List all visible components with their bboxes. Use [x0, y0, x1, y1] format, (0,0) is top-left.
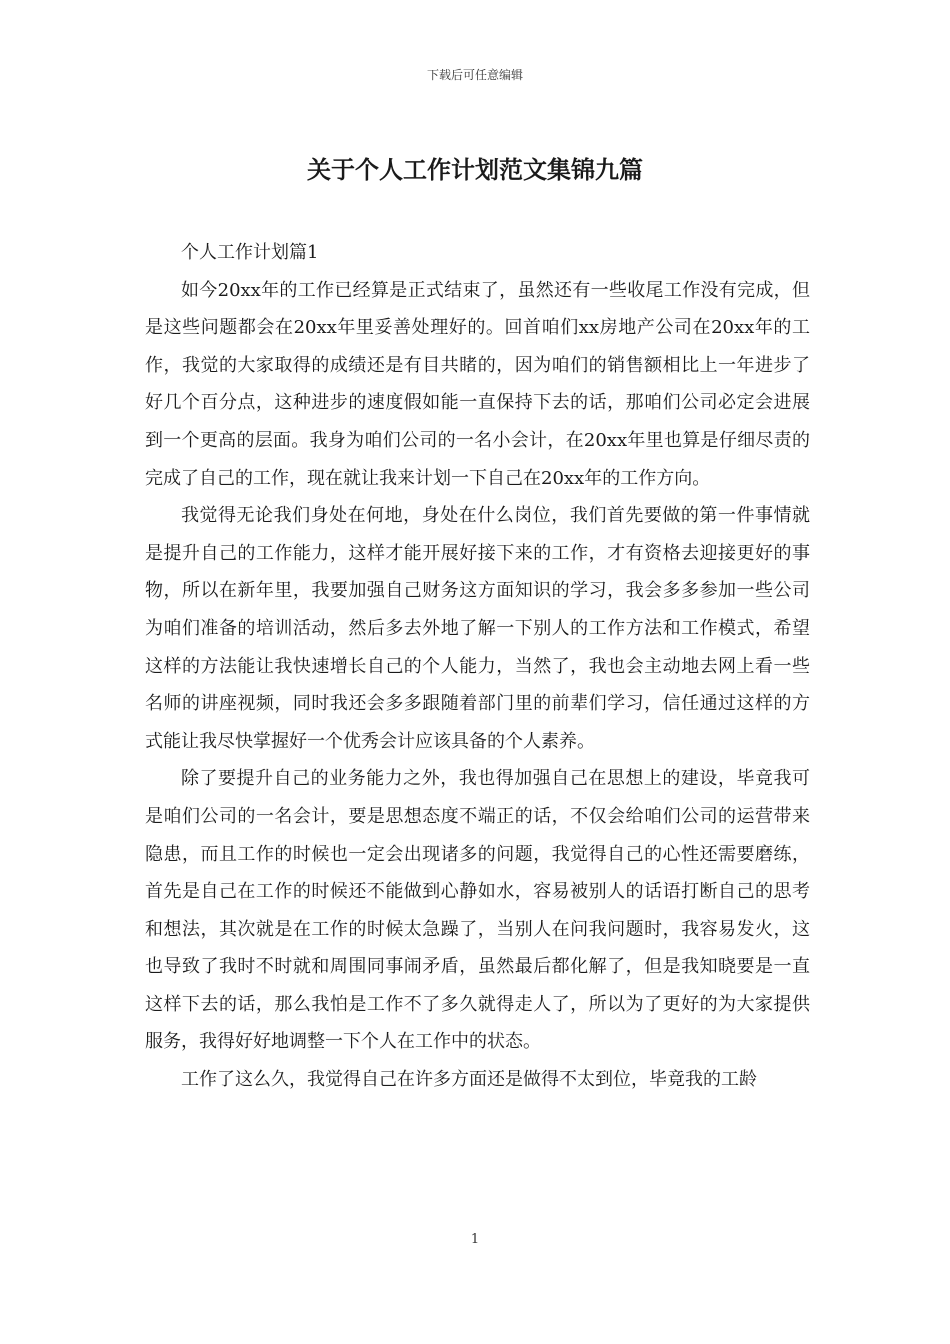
paragraph: 如今20xx年的工作已经算是正式结束了，虽然还有一些收尾工作没有完成，但是这些问题都会在20xx年里妥善处理好的。回首咱们xx房地产公司在20xx年的工作，我觉的大家取得的成绩还是有目共睹的，因为咱们的销售额相比上一年进步了好几个百分点，这种进步的速度假如能一直保持下去的话，那咱们公司必定会进展到一个更高的层面。我身为咱们公司的一名小会计，在20xx年里也算是仔细尽责的完成了自己的工作，现在就让我来计划一下自己在20xx年的工作方向。	[145, 279, 810, 489]
paragraph: 我觉得无论我们身处在何地，身处在什么岗位，我们首先要做的第一件事情就是提升自己的工作能力，这样才能开展好接下来的工作，才有资格去迎接更好的事物，所以在新年里，我要加强自己财务这方面知识的学习，我会多多参加一些公司为咱们准备的培训活动，然后多去外地了解一下别人的工作方法和工作模式，希望这样的方法能让我快速增长自己的个人能力，当然了，我也会主动地去网上看一些名师的讲座视频，同时我还会多多跟随着部门里的前辈们学习，信任通过这样的方式能让我尽快掌握好一个优秀会计应该具备的个人素养。	[145, 505, 810, 752]
document-body	[145, 234, 810, 1099]
section-heading: 个人工作计划篇1	[181, 242, 319, 263]
page-number: 1	[470, 1232, 480, 1247]
paragraph: 除了要提升自己的业务能力之外，我也得加强自己在思想上的建设，毕竟我可是咱们公司的一名会计，要是思想态度不端正的话，不仅会给咱们公司的运营带来隐患，而且工作的时候也一定会出现诸多的问题，我觉得自己的心性还需要磨练，首先是自己在工作的时候还不能做到心静如水，容易被别人的话语打断自己的思考和想法，其次就是在工作的时候太急躁了，当别人在问我问题时，我容易发火，这也导致了我时不时就和周围同事闹矛盾，虽然最后都化解了，但是我知晓要是一直这样下去的话，那么我怕是工作不了多久就得走人了，所以为了更好的为大家提供服务，我得好好地调整一下个人在工作中的状态。	[145, 768, 810, 1053]
document-title: 关于个人工作计划范文集锦九篇	[307, 155, 643, 184]
paragraph: 工作了这么久，我觉得自己在许多方面还是做得不太到位，毕竟我的工龄	[181, 1069, 757, 1091]
header-note: 下载后可任意编辑	[426, 68, 523, 82]
